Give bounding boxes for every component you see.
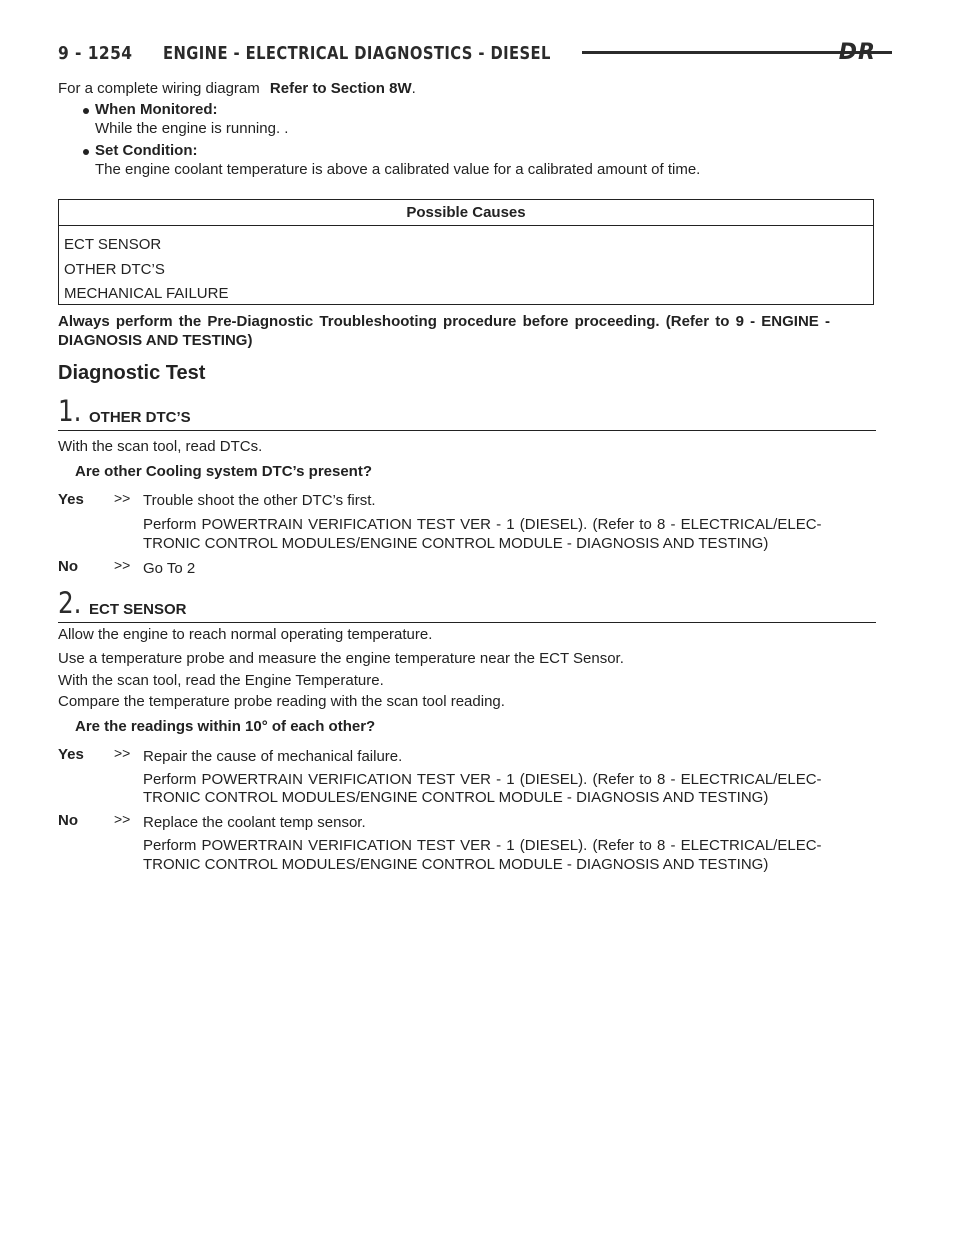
step-number: 2. (58, 586, 82, 620)
step-title: OTHER DTC’S (89, 409, 191, 426)
step-instruction: With the scan tool, read the Engine Temperature. (58, 672, 384, 689)
pre-diagnostic-note-cont: DIAGNOSIS AND TESTING) (58, 332, 253, 349)
step-1-header (58, 394, 876, 431)
no-label: No (58, 812, 78, 829)
no-action-detail: TRONIC CONTROL MODULES/ENGINE CONTROL MODULE - DIAGNOSIS AND TESTING) (143, 856, 769, 873)
yes-label: Yes (58, 491, 84, 508)
step-number: 1. (58, 394, 82, 428)
diagnostic-test-title: Diagnostic Test (58, 362, 206, 384)
step-title: ECT SENSOR (89, 601, 187, 618)
set-condition-label: Set Condition: (95, 142, 198, 159)
step-instruction: With the scan tool, read DTCs. (58, 438, 263, 455)
arrow-icon: >> (114, 745, 131, 761)
yes-label: Yes (58, 746, 84, 763)
cause-item: OTHER DTC’S (64, 261, 165, 278)
cause-item: ECT SENSOR (64, 236, 162, 253)
bullet-icon (83, 149, 89, 155)
possible-causes-table (58, 199, 874, 305)
wiring-link[interactable]: Refer to Section 8W (269, 80, 412, 97)
when-monitored-text: While the engine is running. . (95, 120, 289, 137)
chapter-title: ENGINE - ELECTRICAL DIAGNOSTICS - DIESEL (162, 42, 551, 64)
no-action: Go To 2 (143, 560, 196, 577)
cause-item: MECHANICAL FAILURE (64, 285, 229, 302)
yes-action-detail: Perform POWERTRAIN VERIFICATION TEST VER - 1 (DIESEL). (Refer to 8 - ELECTRICAL/ELEC- (143, 771, 822, 788)
step-question: Are other Cooling system DTC’s present? (75, 463, 372, 480)
no-action: Replace the coolant temp sensor. (143, 814, 366, 831)
step-instruction: Compare the temperature probe reading with the scan tool reading. (58, 693, 505, 710)
no-action-detail: Perform POWERTRAIN VERIFICATION TEST VER - 1 (DIESEL). (Refer to 8 - ELECTRICAL/ELEC- (143, 837, 822, 854)
page-header (58, 38, 876, 68)
vehicle-code: DR (838, 40, 876, 65)
page-number: 9 - 1254 (58, 42, 133, 64)
yes-action-detail: Perform POWERTRAIN VERIFICATION TEST VER - 1 (DIESEL). (Refer to 8 - ELECTRICAL/ELEC- (143, 516, 822, 533)
bullet-icon (83, 108, 89, 114)
pre-diagnostic-note: Always perform the Pre-Diagnostic Troubleshooting procedure before proceeding. (Refer to 9 - ENGINE - (58, 313, 830, 330)
yes-action: Trouble shoot the other DTC’s first. (143, 492, 376, 509)
yes-action-detail: TRONIC CONTROL MODULES/ENGINE CONTROL MODULE - DIAGNOSIS AND TESTING) (143, 789, 769, 806)
wiring-reference (58, 80, 416, 97)
no-label: No (58, 558, 78, 575)
yes-action-detail: TRONIC CONTROL MODULES/ENGINE CONTROL MODULE - DIAGNOSIS AND TESTING) (143, 535, 769, 552)
arrow-icon: >> (114, 557, 131, 573)
set-condition-text: The engine coolant temperature is above a calibrated value for a calibrated amount of time. (95, 161, 701, 178)
arrow-icon: >> (114, 490, 131, 506)
wiring-prefix: For a complete wiring diagram (58, 80, 260, 97)
step-2-header (58, 586, 876, 623)
possible-causes-heading: Possible Causes (59, 200, 873, 226)
when-monitored-label: When Monitored: (95, 101, 218, 118)
step-question: Are the readings within 10° of each other? (75, 718, 376, 735)
step-instruction: Allow the engine to reach normal operating temperature. (58, 626, 433, 643)
yes-action: Repair the cause of mechanical failure. (143, 748, 403, 765)
arrow-icon: >> (114, 811, 131, 827)
wiring-suffix: . (411, 80, 416, 97)
step-instruction: Use a temperature probe and measure the engine temperature near the ECT Sensor. (58, 650, 624, 667)
